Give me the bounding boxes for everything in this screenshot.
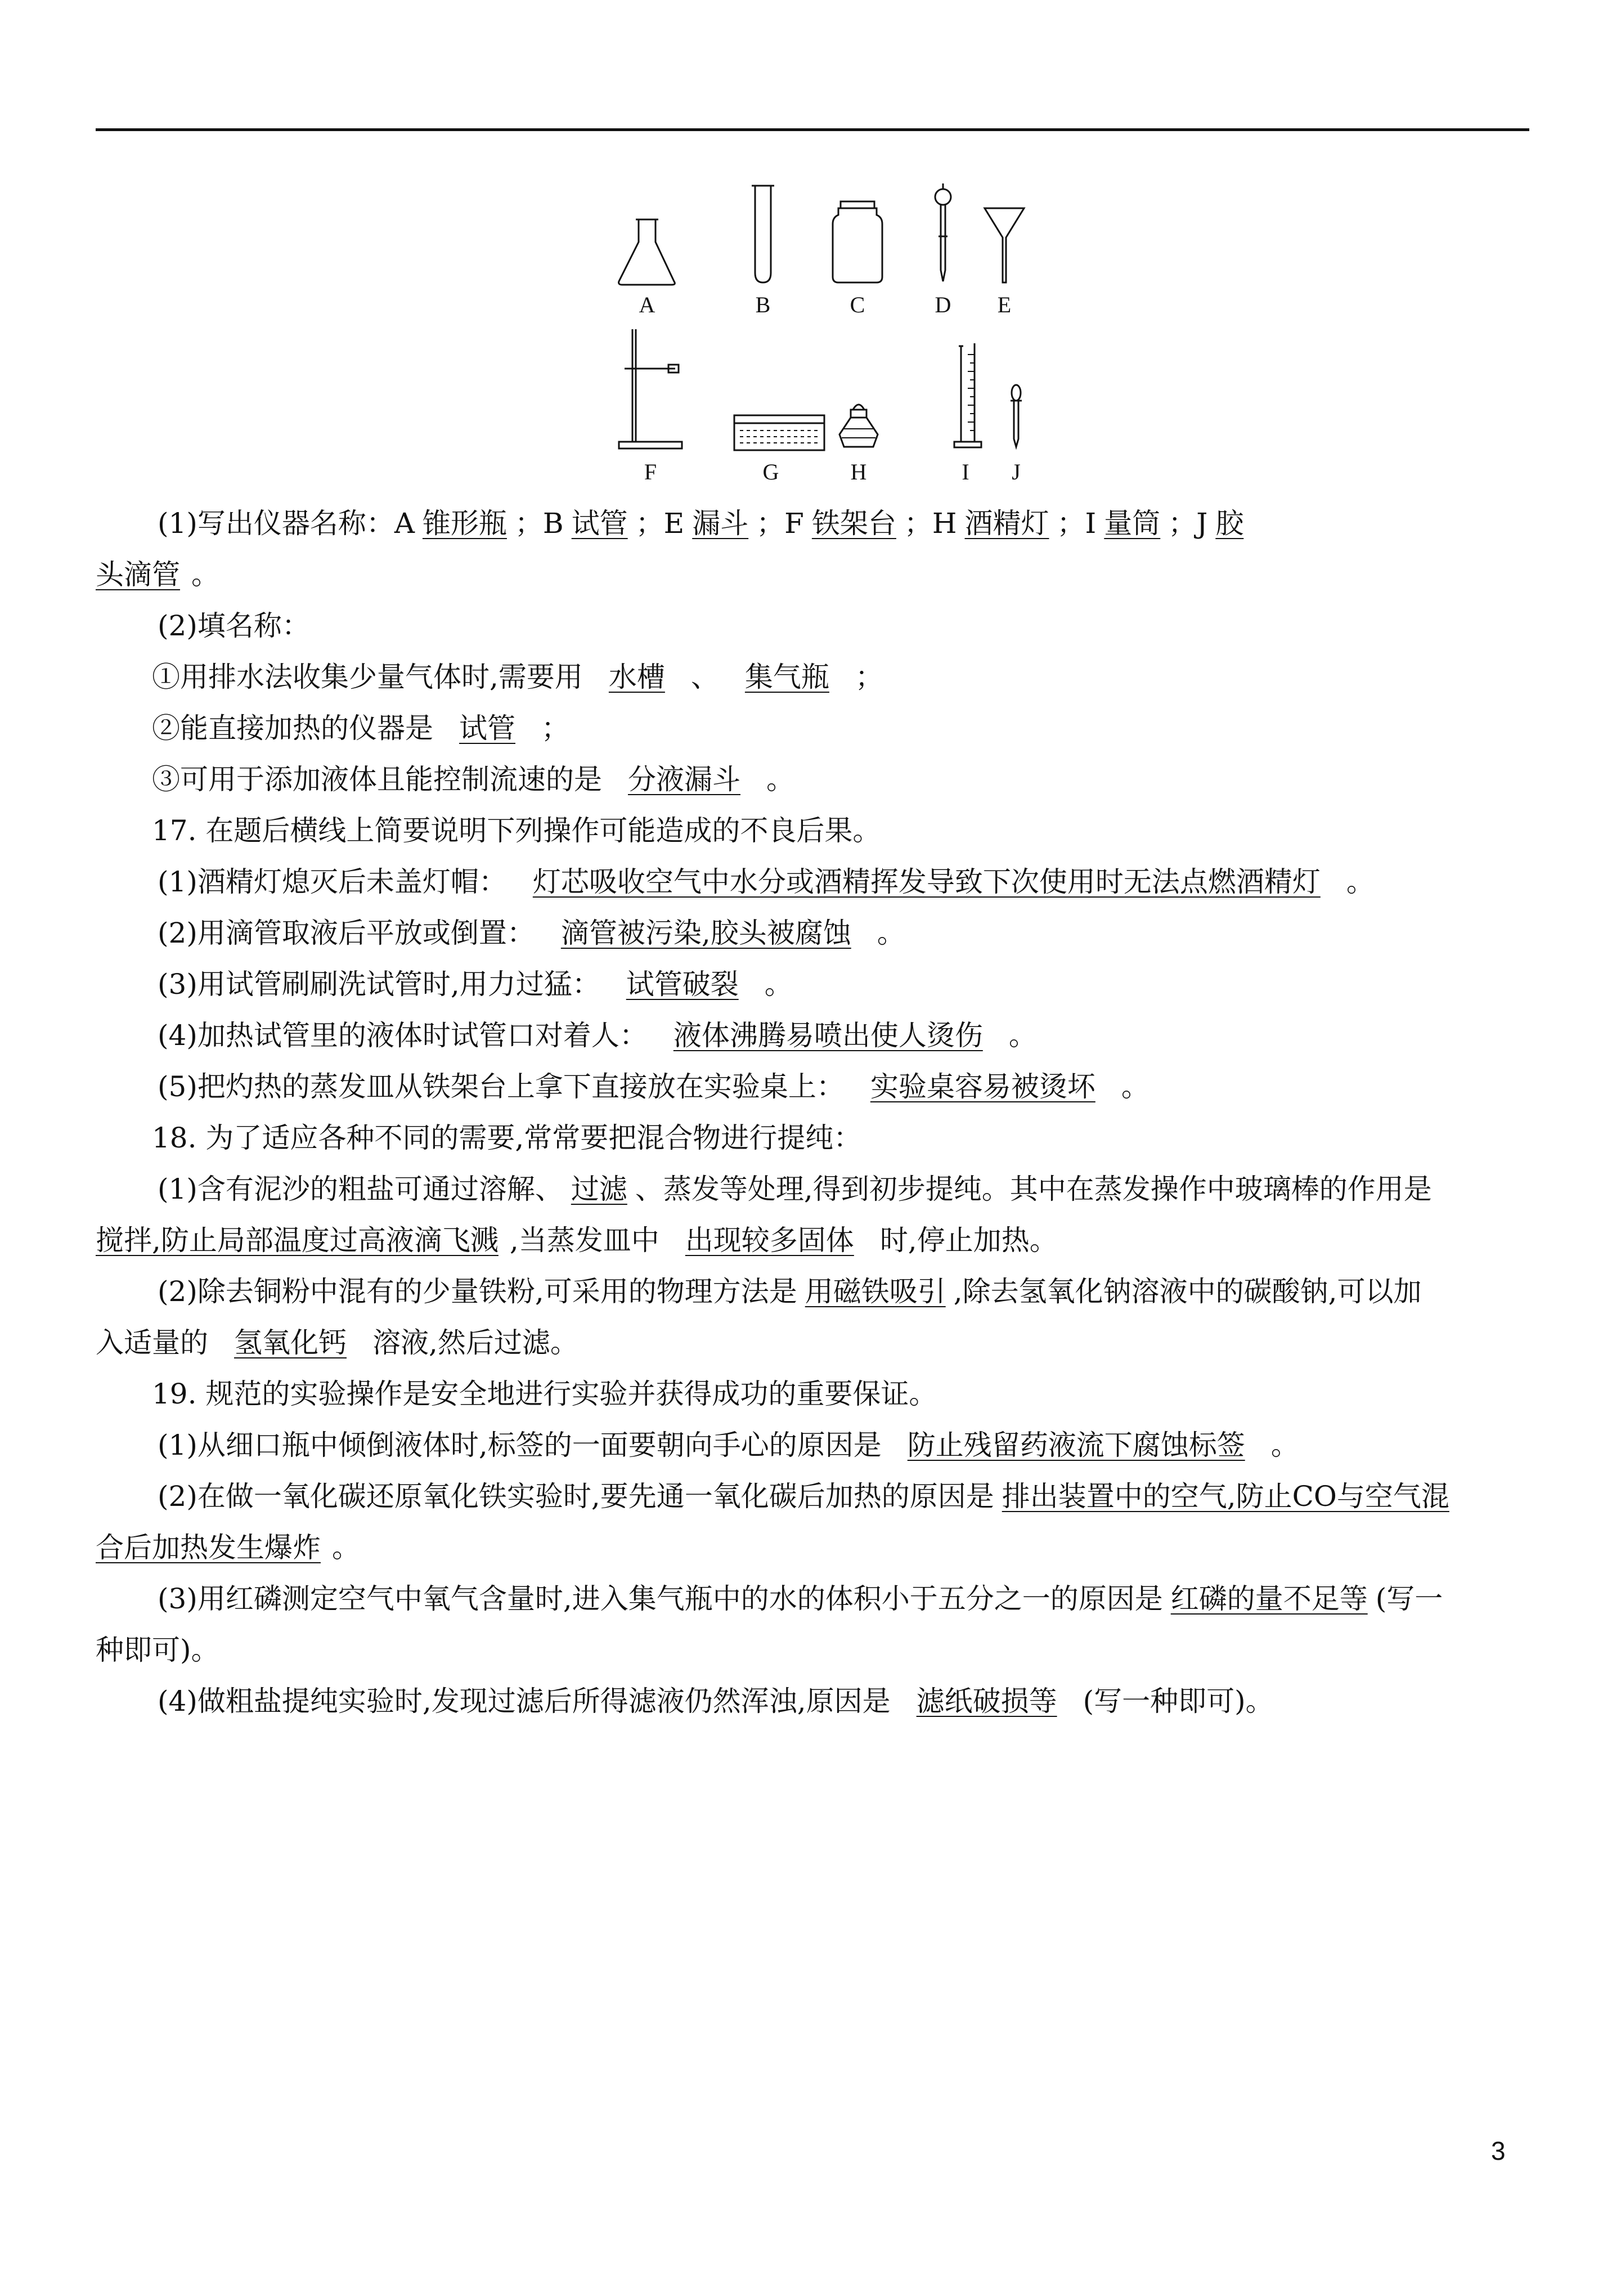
q16-part1-line2: 头滴管 。 xyxy=(96,558,219,591)
q17-item1: (1)酒精灯熄灭后未盖灯帽： 灯芯吸收空气中水分或酒精挥发导致下次使用时无法点燃酒精灯 。 xyxy=(158,866,1375,898)
answer-e: 漏斗 xyxy=(692,507,749,540)
label-i: I xyxy=(962,459,969,485)
answer-i: 量筒 xyxy=(1104,507,1161,540)
answer-f: 铁架台 xyxy=(811,507,896,540)
q16-sub2: ②能直接加热的仪器是 试管 ； xyxy=(152,712,569,745)
answer-b: 试管 xyxy=(571,507,628,540)
conical-flask-icon xyxy=(619,219,675,285)
q19-item3-line1: (3)用红磷测定空气中氧气含量时,进入集气瓶中的水的体积小于五分之一的原因是 红磷的量不足等 (写一 xyxy=(158,1582,1443,1615)
test-tube-icon xyxy=(752,186,774,282)
q19-item2-line1: (2)在做一氧化碳还原氧化铁实验时,要先通一氧化碳后加热的原因是 排出装置中的空气,防止CO与空气混 xyxy=(158,1480,1449,1513)
label-f: F xyxy=(644,459,657,485)
water-trough-icon xyxy=(734,415,824,450)
funnel-icon xyxy=(985,208,1024,282)
q18-item2-line2: 入适量的 氢氧化钙 溶液,然后过滤。 xyxy=(96,1326,578,1359)
label-j: J xyxy=(1012,459,1021,485)
q16-part2-title: (2)填名称： xyxy=(158,609,310,642)
answer-a: 锥形瓶 xyxy=(422,507,507,540)
q16-part1-line1: (1)写出仪器名称：A 锥形瓶 ；B 试管 ；E 漏斗 ；F 铁架台 ；H 酒精灯 ；I 量筒 ；J 胶 xyxy=(96,498,1530,549)
q18-title: 18. 为了适应各种不同的需要,常常要把混合物进行提纯： xyxy=(152,1122,862,1154)
q16-sub1: ①用排水法收集少量气体时,需要用 水槽 、 集气瓶 ； xyxy=(152,661,883,693)
label-a: A xyxy=(639,292,655,317)
page-number: 3 xyxy=(1491,2136,1506,2165)
question-content xyxy=(96,498,1530,1727)
answer-h: 酒精灯 xyxy=(964,507,1049,540)
q19-item2-line2: 合后加热发生爆炸 。 xyxy=(96,1531,360,1564)
q19-item1: (1)从细口瓶中倾倒液体时,标签的一面要朝向手心的原因是 防止残留药液流下腐蚀标签 。 xyxy=(158,1429,1299,1461)
q17-item2: (2)用滴管取液后平放或倒置： 滴管被污染,胶头被腐蚀 。 xyxy=(158,917,905,949)
q17-item3: (3)用试管刷刷洗试管时,用力过猛： 试管破裂 。 xyxy=(158,968,793,1001)
separatory-funnel-icon xyxy=(935,183,951,281)
q17-item5: (5)把灼热的蒸发皿从铁架台上拿下直接放在实验桌上： 实验桌容易被烫坏 。 xyxy=(158,1070,1149,1103)
reagent-bottle-icon xyxy=(833,201,882,282)
q17-title: 17. 在题后横线上简要说明下列操作可能造成的不良后果。 xyxy=(152,814,881,847)
answer-j-part2: 头滴管 xyxy=(96,558,180,591)
label-b: B xyxy=(755,292,771,317)
iron-stand-icon xyxy=(619,329,682,449)
label-c: C xyxy=(850,292,865,317)
q19-item4: (4)做粗盐提纯实验时,发现过滤后所得滤液仍然浑浊,原因是 滤纸破损等 (写一种即可)。 xyxy=(158,1685,1274,1717)
q19-title: 19. 规范的实验操作是安全地进行实验并获得成功的重要保证。 xyxy=(152,1378,937,1410)
label-g: G xyxy=(762,459,779,485)
q17-item4: (4)加热试管里的液体时试管口对着人： 液体沸腾易喷出使人烫伤 。 xyxy=(158,1019,1037,1052)
graduated-cylinder-icon xyxy=(954,343,981,447)
alcohol-lamp-icon xyxy=(839,405,878,447)
q19-item3-line2: 种即可)。 xyxy=(96,1634,219,1666)
label-e: E xyxy=(997,292,1012,317)
answer-j-part1: 胶 xyxy=(1215,507,1244,540)
label-h: H xyxy=(850,459,867,485)
header-rule xyxy=(96,128,1529,131)
apparatus-figure xyxy=(608,174,1035,490)
q18-item2-line1: (2)除去铜粉中混有的少量铁粉,可采用的物理方法是 用磁铁吸引 ,除去氢氧化钠溶液中的碳酸钠,可以加 xyxy=(158,1275,1422,1308)
q18-item1-line1: (1)含有泥沙的粗盐可通过溶解、 过滤 、蒸发等处理,得到初步提纯。其中在蒸发操作中玻璃棒的作用是 xyxy=(158,1173,1432,1205)
label-d: D xyxy=(935,292,951,317)
dropper-icon xyxy=(1011,385,1022,447)
q16-sub3: ③可用于添加液体且能控制流速的是 分液漏斗 。 xyxy=(152,763,794,796)
q18-item1-line2: 搅拌,防止局部温度过高液滴飞溅 ,当蒸发皿中 出现较多固体 时,停止加热。 xyxy=(96,1224,1058,1257)
